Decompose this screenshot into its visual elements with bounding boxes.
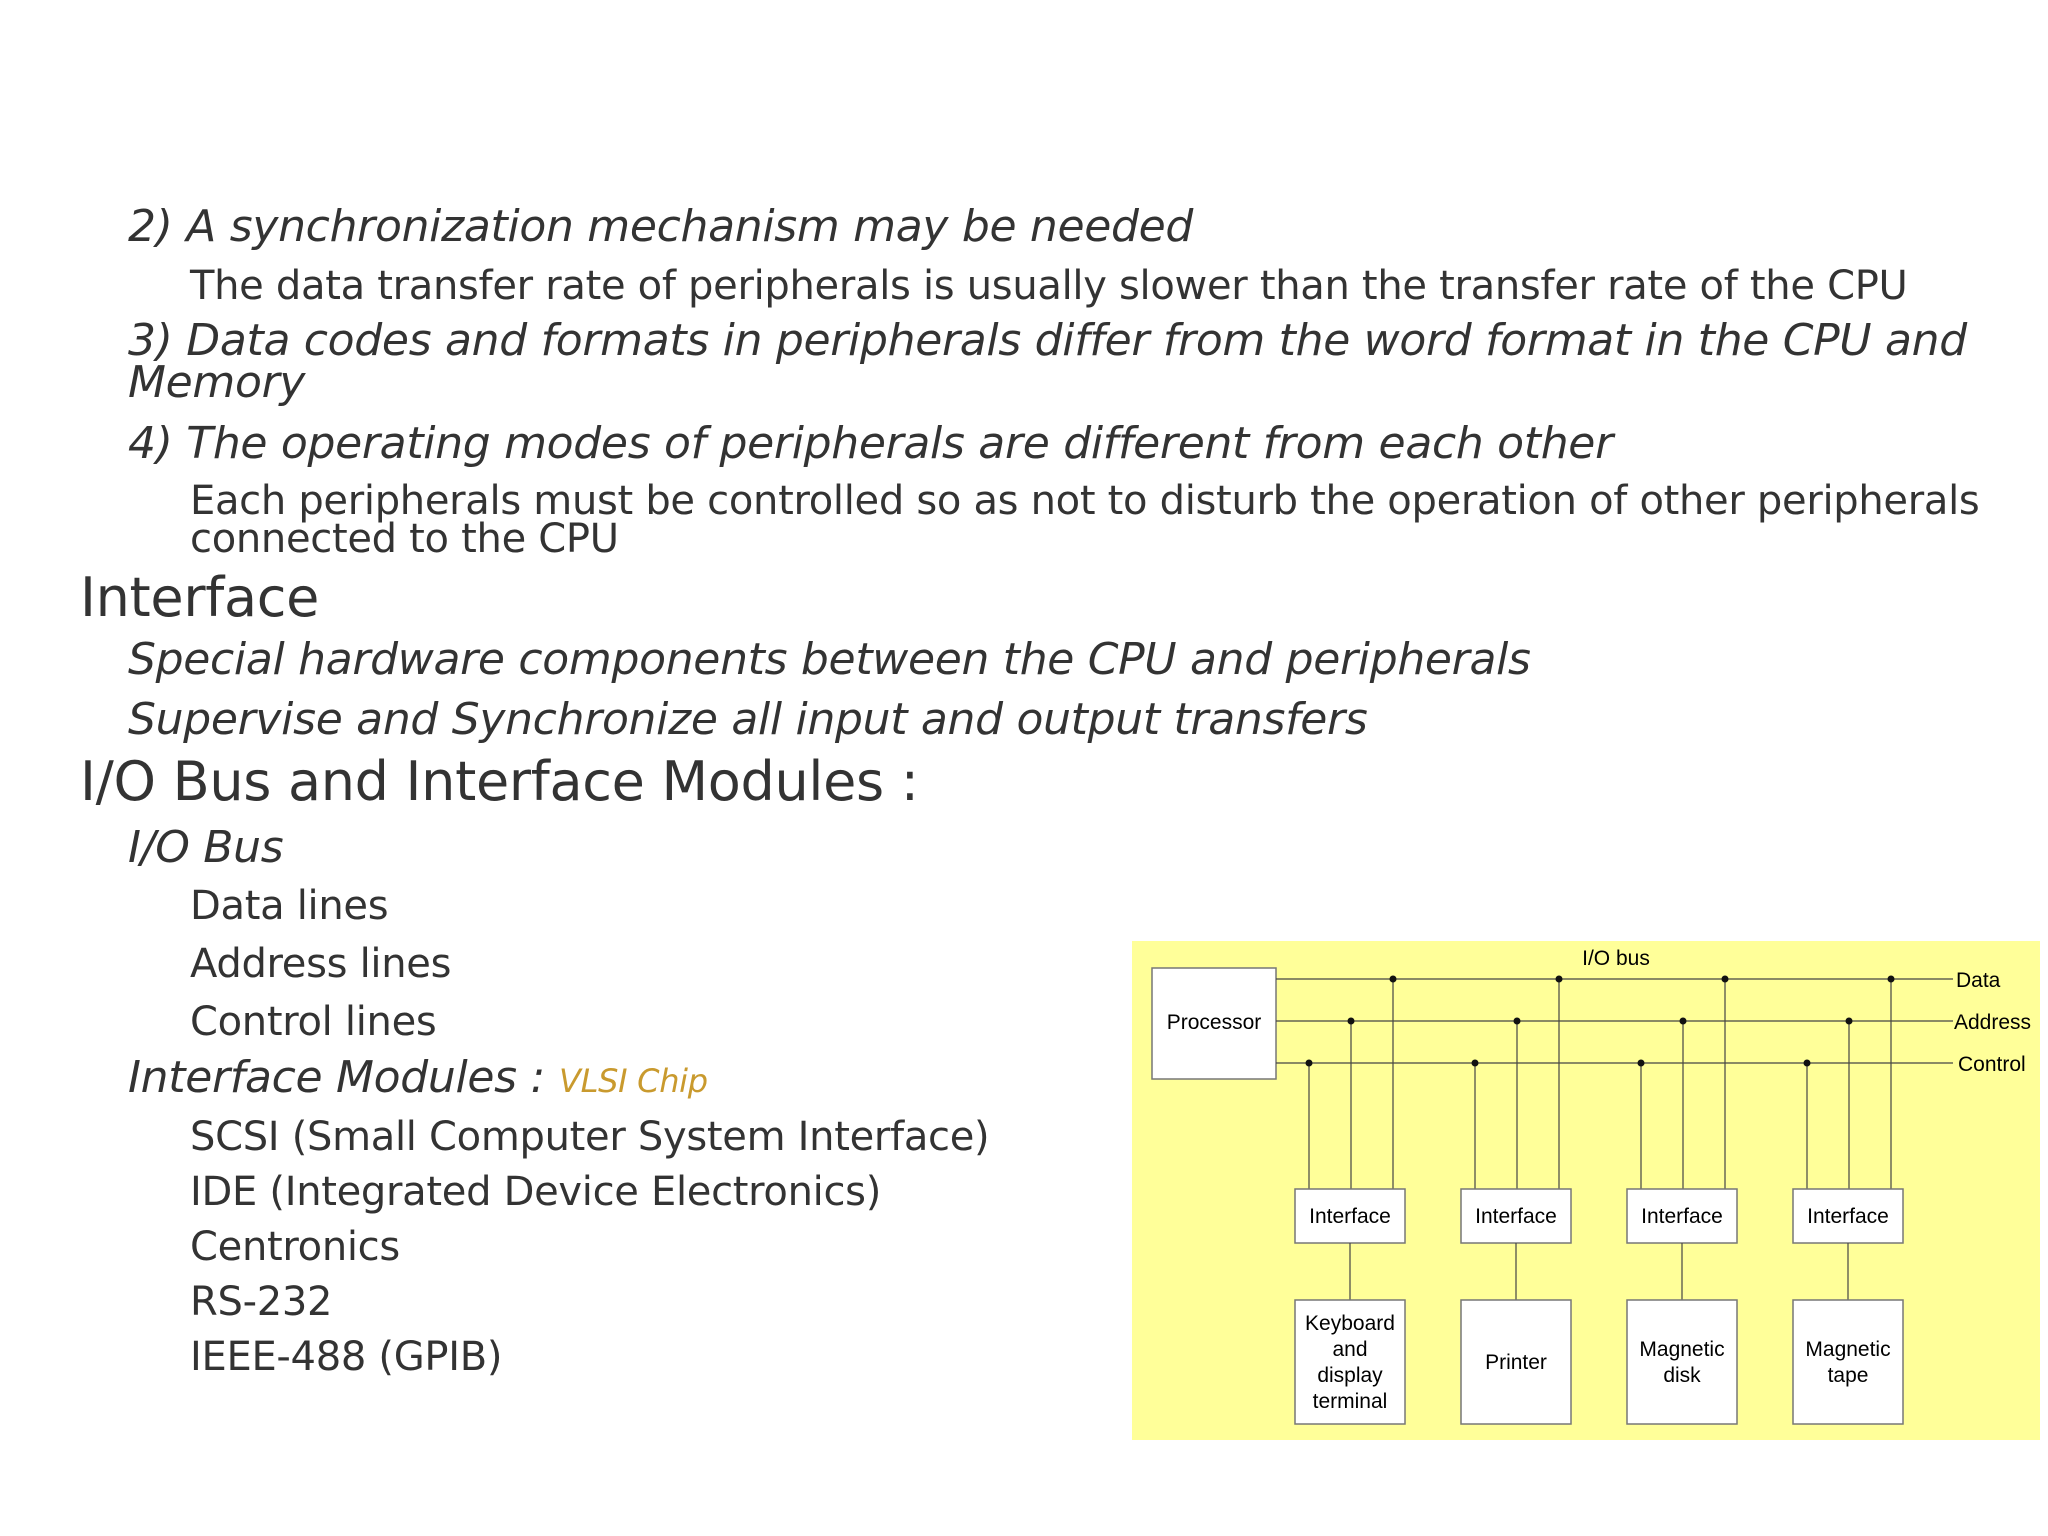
module-centronics: Centronics bbox=[190, 1224, 400, 1270]
io-section-title: I/O Bus and Interface Modules : bbox=[80, 750, 919, 813]
sync-heading: 2) A synchronization mechanism may be needed bbox=[128, 201, 1194, 252]
bus-line-control: Control lines bbox=[190, 999, 437, 1045]
device-label: terminal bbox=[1312, 1390, 1388, 1413]
interface-label: Interface bbox=[1641, 1205, 1723, 1228]
bus-junction-dot bbox=[1888, 976, 1895, 983]
interface-label: Interface bbox=[1807, 1205, 1889, 1228]
io-bus-diagram bbox=[1132, 941, 2040, 1440]
data-line-label: Data bbox=[1956, 969, 2001, 992]
modes-detail: Each peripherals must be controlled so as not to disturb the operation of other peripherals connected to the CPU bbox=[190, 478, 1980, 562]
address-line-label: Address bbox=[1954, 1011, 2032, 1034]
device-label: disk bbox=[1663, 1364, 1701, 1387]
interface-modules-title bbox=[128, 1052, 708, 1103]
module-rs232: RS-232 bbox=[190, 1279, 333, 1325]
modes-heading: 4) The operating modes of peripherals are different from each other bbox=[128, 418, 1613, 469]
module-scsi: SCSI (Small Computer System Interface) bbox=[190, 1114, 990, 1160]
vlsi-chip-note: VLSI Chip bbox=[559, 1062, 708, 1100]
device-label: tape bbox=[1827, 1364, 1869, 1387]
device-label: display bbox=[1317, 1364, 1383, 1387]
interface-item-1: Special hardware components between the CPU and peripherals bbox=[128, 634, 1531, 685]
io-bus-title: I/O Bus bbox=[128, 822, 284, 873]
bus-junction-dot bbox=[1306, 1060, 1313, 1067]
control-line-label: Control bbox=[1958, 1053, 2026, 1076]
interface-modules-label: Interface Modules : bbox=[128, 1052, 546, 1103]
device-label: and bbox=[1332, 1338, 1368, 1361]
module-ide: IDE (Integrated Device Electronics) bbox=[190, 1169, 882, 1215]
device-label: Magnetic bbox=[1805, 1338, 1891, 1361]
module-ieee488: IEEE-488 (GPIB) bbox=[190, 1334, 503, 1380]
bus-junction-dot bbox=[1556, 976, 1563, 983]
interface-title: Interface bbox=[80, 566, 320, 629]
processor-label: Processor bbox=[1166, 1011, 1262, 1034]
bus-junction-dot bbox=[1804, 1060, 1811, 1067]
bus-junction-dot bbox=[1472, 1060, 1479, 1067]
device-label: Magnetic bbox=[1639, 1338, 1725, 1361]
interface-item-2: Supervise and Synchronize all input and output transfers bbox=[128, 694, 1368, 745]
sync-detail: The data transfer rate of peripherals is usually slower than the transfer rate of the CPU bbox=[190, 263, 1908, 309]
bus-line-address: Address lines bbox=[190, 941, 452, 987]
device-box bbox=[1627, 1300, 1737, 1424]
bus-junction-dot bbox=[1514, 1018, 1521, 1025]
device-box bbox=[1793, 1300, 1903, 1424]
interface-label: Interface bbox=[1475, 1205, 1557, 1228]
io-bus-label: I/O bus bbox=[1582, 947, 1650, 970]
bus-junction-dot bbox=[1722, 976, 1729, 983]
device-label: Keyboard bbox=[1305, 1312, 1395, 1335]
device-label: Printer bbox=[1485, 1351, 1547, 1374]
bus-junction-dot bbox=[1348, 1018, 1355, 1025]
codes-heading: 3) Data codes and formats in peripherals differ from the word format in the CPU and Memory bbox=[128, 315, 1967, 408]
bus-junction-dot bbox=[1846, 1018, 1853, 1025]
interface-label: Interface bbox=[1309, 1205, 1391, 1228]
bus-line-data: Data lines bbox=[190, 883, 389, 929]
bus-junction-dot bbox=[1390, 976, 1397, 983]
bus-junction-dot bbox=[1638, 1060, 1645, 1067]
bus-junction-dot bbox=[1680, 1018, 1687, 1025]
